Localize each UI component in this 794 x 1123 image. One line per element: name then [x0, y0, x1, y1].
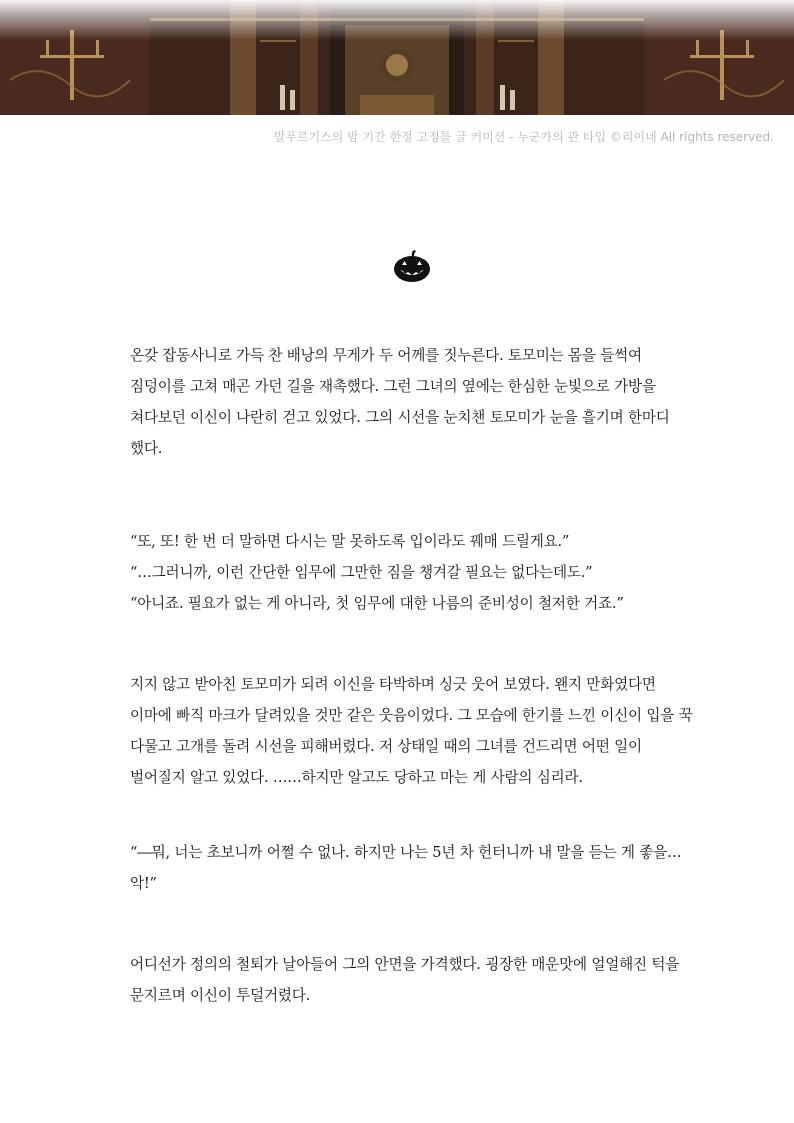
- dialogue-line: “아니죠. 필요가 없는 게 아니라, 첫 임무에 대한 나름의 준비성이 철저한 거죠.”: [130, 595, 624, 612]
- header-banner-image: [0, 0, 794, 115]
- paragraph: 지지 않고 받아친 토모미가 되려 이신을 타박하며 싱긋 웃어 보였다. 왠지 만화였다면 이마에 빠직 마크가 달려있을 것만 같은 웃음이었다. 그 모습에 한기를 느낀 이신이 입을 꾹 다물고 고개를 돌려 시선을 피해버렸다. 저 상태일 때의 그녀를 건드리면 어떤 일이 벌어질지 알고 있었다. ……하지만 알고도 당하고 마는 게 사람의 심리라.: [130, 676, 693, 786]
- dialogue-line: “또, 또! 한 번 더 말하면 다시는 말 못하도록 입이라도 꿰매 드릴게요.”: [130, 533, 570, 550]
- dialogue-line: “…그러니까, 이런 간단한 임무에 그만한 짐을 챙겨갈 필요는 없다는데도.”: [130, 564, 593, 581]
- paragraph: 어디선가 정의의 철퇴가 날아들어 그의 안면을 가격했다. 굉장한 매운맛에 얼얼해진 턱을 문지르며 이신이 투덜거렸다.: [130, 956, 680, 1004]
- story-body: [130, 340, 694, 1011]
- jack-o-lantern-icon: [393, 250, 431, 284]
- paragraph: 온갖 잡동사니로 가득 찬 배낭의 무게가 두 어께를 짓누른다. 토모미는 몸을 들썩여 짐덩이를 고쳐 매곤 가던 길을 재촉했다. 그런 그녀의 옆에는 한심한 눈빛으로 가방을 쳐다보던 이신이 나란히 걷고 있었다. 그의 시선을 눈치챈 토모미가 눈을 흘기며 한마디 했다.: [130, 347, 670, 457]
- copyright-caption: 발푸르기스의 밤 기간 한정 고정틀 글 커미션 - 누군가의 관 타입 ©리이네 All rights reserved.: [273, 130, 774, 144]
- banner-top-fade: [0, 0, 794, 40]
- dialogue-line: “―뭐, 너는 초보니까 어쩔 수 없나. 하지만 나는 5년 차 헌터니까 내 말을 듣는 게 좋을… 악!”: [130, 844, 682, 892]
